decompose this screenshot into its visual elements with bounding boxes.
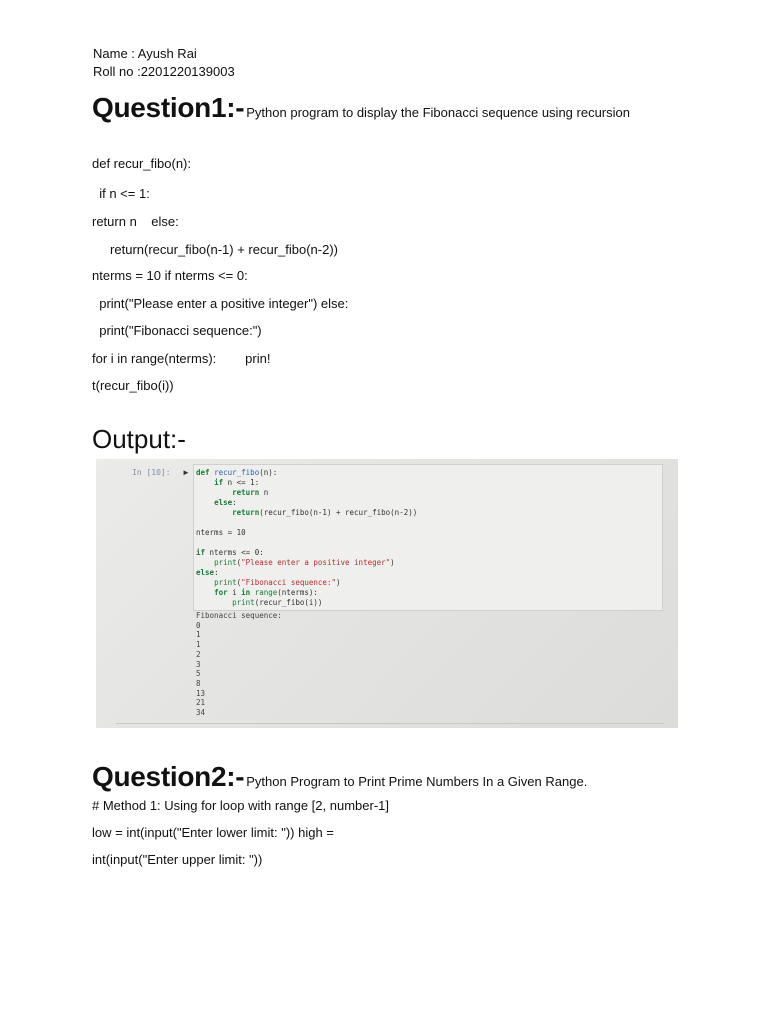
notebook-code: def recur_fibo(n): if n <= 1: return n else: return(recur_fibo(n-1) + recur_fibo(n-2)) nterms = 10 if nterms <= 0: print("Please enter a positive integer") else: print("Fibonacci sequence:") for i in range(nterms): print(recur_fibo(i)) (196, 468, 418, 607)
output-line: 2 (196, 649, 201, 659)
question2-heading-row (92, 761, 587, 793)
output-line: 0 (196, 620, 201, 630)
question2-title: Question2:- (92, 761, 245, 792)
output-line: Fibonacci sequence: (196, 611, 282, 620)
output-line: 34 (196, 708, 206, 718)
question1-description: Python program to display the Fibonacci sequence using recursion (246, 105, 630, 120)
q2-code-line: low = int(input("Enter lower limit: ")) high = (92, 825, 334, 840)
output-line: 1 (196, 640, 201, 650)
question1-title: Question1:- (92, 92, 245, 123)
output-line: 5 (196, 669, 201, 679)
cell-output (196, 611, 282, 718)
q1-code-line: t(recur_fibo(i)) (92, 378, 174, 393)
q1-code-line: return(recur_fibo(n-1) + recur_fibo(n-2)) (92, 242, 339, 257)
output-line: 13 (196, 688, 206, 698)
question2-description: Python Program to Print Prime Numbers In a Given Range. (246, 774, 588, 789)
output-line: 21 (196, 698, 206, 708)
name-line: Name : Ayush Rai (93, 46, 197, 61)
q2-code-line: int(input("Enter upper limit: ")) (92, 852, 263, 867)
output-heading: Output:- (92, 424, 186, 454)
q1-code-line: return n else: (92, 214, 179, 229)
q1-code-line: for i in range(nterms): prin! (92, 351, 271, 366)
q1-code-line: if n <= 1: (92, 186, 150, 201)
q1-code-line: def recur_fibo(n): (92, 156, 191, 171)
notebook-screenshot (96, 459, 678, 728)
run-arrow-icon: ► (182, 468, 190, 477)
q1-code-line: nterms = 10 if nterms <= 0: (92, 268, 248, 283)
cell-prompt: In [10]: (132, 468, 171, 477)
question1-heading-row (92, 92, 630, 124)
output-line: 3 (196, 659, 201, 669)
q2-code-line: # Method 1: Using for loop with range [2, number-1] (92, 798, 389, 813)
q1-code-line: print("Fibonacci sequence:") (92, 323, 262, 338)
roll-number-line: Roll no :2201220139003 (93, 64, 235, 79)
q1-code-line: print("Please enter a positive integer") else: (92, 296, 349, 311)
cell-divider (116, 723, 664, 724)
output-line: 8 (196, 678, 201, 688)
code-cell (193, 464, 663, 611)
output-line: 1 (196, 630, 201, 640)
